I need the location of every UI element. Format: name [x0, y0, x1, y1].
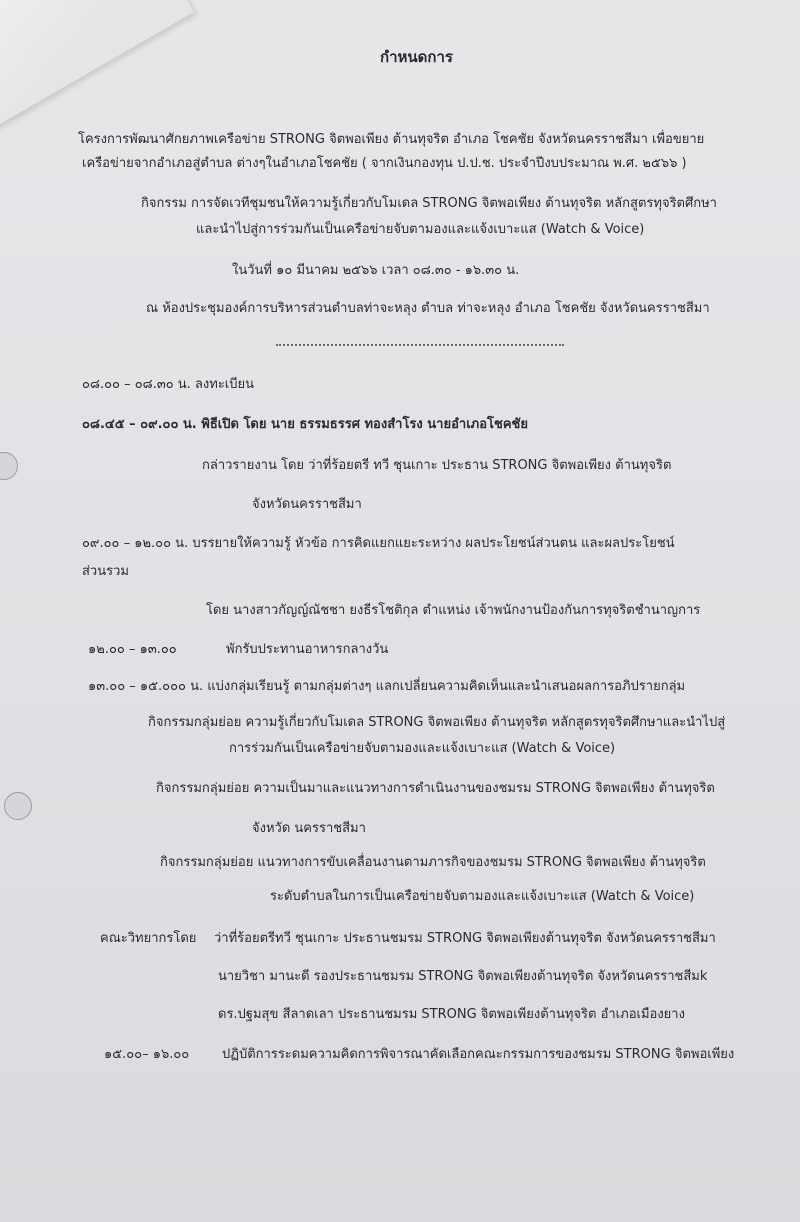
project-line-2: เครือข่ายจากอำเภอสู่ตำบล ต่างๆในอำเภอโชคชัย ( จากเงินกองทุน ป.ป.ช. ประจำปีงบประมาณ พ.ศ. ๒๕๖๖ )	[82, 156, 687, 171]
schedule-report-line-2: จังหวัดนครราชสีมา	[252, 497, 362, 512]
schedule-lecture-line-1: ๐๙.๐๐ – ๑๒.๐๐ น. บรรยายให้ความรู้ หัวข้อ การคิดแยกแยะระหว่าง ผลประโยชน์ส่วนตน และผลประโยชน์	[82, 536, 675, 551]
schedule-brainstorm-text: ปฏิบัติการระดมความคิดการพิจารณาคัดเลือกคณะกรรมการของชมรม STRONG จิตพอเพียง	[222, 1047, 735, 1062]
group-activity-3-line-2: ระดับตำบลในการเป็นเครือข่ายจับตามองและแจ้งเบาะแส (Watch & Voice)	[270, 889, 695, 904]
schedule-lunch-time: ๑๒.๐๐ – ๑๓.๐๐	[88, 642, 177, 657]
schedule-opening: ๐๘.๔๕ – ๐๙.๐๐ น. พิธีเปิด โดย นาย ธรรมธรรศ ทองสำโรง นายอำเภอโชคชัย	[82, 417, 528, 432]
date-line: ในวันที่ ๑๐ มีนาคม ๒๕๖๖ เวลา ๐๘.๓๐ - ๑๖.๓๐ น.	[232, 263, 520, 278]
page-title: กำหนดการ	[380, 48, 453, 66]
schedule-lecture-line-2: ส่วนรวม	[82, 564, 129, 579]
group-activity-2-line-2: จังหวัด นครราชสีมา	[252, 821, 366, 836]
schedule-report-line-1: กล่าวรายงาน โดย ว่าที่ร้อยตรี ทวี ชุนเกาะ ประธาน STRONG จิตพอเพียง ต้านทุจริต	[202, 458, 672, 473]
speaker-1: ว่าที่ร้อยตรีทวี ชุนเกาะ ประธานชมรม STRONG จิตพอเพียงต้านทุจริต จังหวัดนครราชสีมา	[214, 931, 716, 946]
punch-hole-lower	[4, 792, 32, 820]
folded-corner	[0, 0, 194, 132]
activity-line-2: และนำไปสู่การร่วมกันเป็นเครือข่ายจับตามองและแจ้งเบาะแส (Watch & Voice)	[196, 222, 645, 237]
project-line-1: โครงการพัฒนาศักยภาพเครือข่าย STRONG จิตพอเพียง ต้านทุจริต อำเภอ โชคชัย จังหวัดนครราชสีมา เพื่อขยาย	[78, 132, 705, 147]
speaker-3: ดร.ปฐมสุข สีลาดเลา ประธานชมรม STRONG จิตพอเพียงต้านทุจริต อำเภอเมืองยาง	[218, 1007, 685, 1022]
group-activity-1-line-1: กิจกรรมกลุ่มย่อย ความรู้เกี่ยวกับโมเดล STRONG จิตพอเพียง ต้านทุจริต หลักสูตรทุจริตศึกษาและนำไปสู่	[148, 715, 726, 730]
schedule-registration: ๐๘.๐๐ – ๐๘.๓๐ น. ลงทะเบียน	[82, 377, 254, 392]
venue-line: ณ ห้องประชุมองค์การบริหารส่วนตำบลท่าจะหลุง ตำบล ท่าจะหลุง อำเภอ โชคชัย จังหวัดนครราชสีมา	[146, 301, 710, 316]
schedule-lecture-speaker: โดย นางสาวกัญญ์ณัชชา ยงธีรโชติกุล ตำแหน่ง เจ้าพนักงานป้องกันการทุจริตชำนาญการ	[206, 603, 701, 618]
group-activity-1-line-2: การร่วมกันเป็นเครือข่ายจับตามองและแจ้งเบาะแส (Watch & Voice)	[229, 741, 616, 756]
schedule-brainstorm-time: ๑๕.๐๐– ๑๖.๐๐	[104, 1047, 190, 1062]
punch-hole-upper	[0, 452, 18, 480]
group-activity-2-line-1: กิจกรรมกลุ่มย่อย ความเป็นมาและแนวทางการดำเนินงานของชมรม STRONG จิตพอเพียง ต้านทุจริต	[156, 781, 715, 796]
schedule-lunch-text: พักรับประทานอาหารกลางวัน	[226, 642, 389, 657]
activity-line-1: กิจกรรม การจัดเวทีชุมชนให้ความรู้เกี่ยวกับโมเดล STRONG จิตพอเพียง ต้านทุจริต หลักสูตรทุจริตศึกษา	[141, 196, 717, 211]
speakers-label: คณะวิทยากรโดย	[100, 931, 197, 946]
speaker-2: นายวิชา มานะดี รองประธานชมรม STRONG จิตพอเพียงต้านทุจริต จังหวัดนครราชสีมk	[218, 969, 708, 984]
dotted-separator	[276, 344, 564, 346]
group-activity-3-line-1: กิจกรรมกลุ่มย่อย แนวทางการขับเคลื่อนงานตามภารกิจของชมรม STRONG จิตพอเพียง ต้านทุจริต	[160, 855, 706, 870]
schedule-group-session: ๑๓.๐๐ – ๑๕.๐๐๐ น. แบ่งกลุ่มเรียนรู้ ตามกลุ่มต่างๆ แลกเปลี่ยนความคิดเห็นและนำเสนอผลการอภิปรายกลุ่ม	[88, 679, 686, 694]
